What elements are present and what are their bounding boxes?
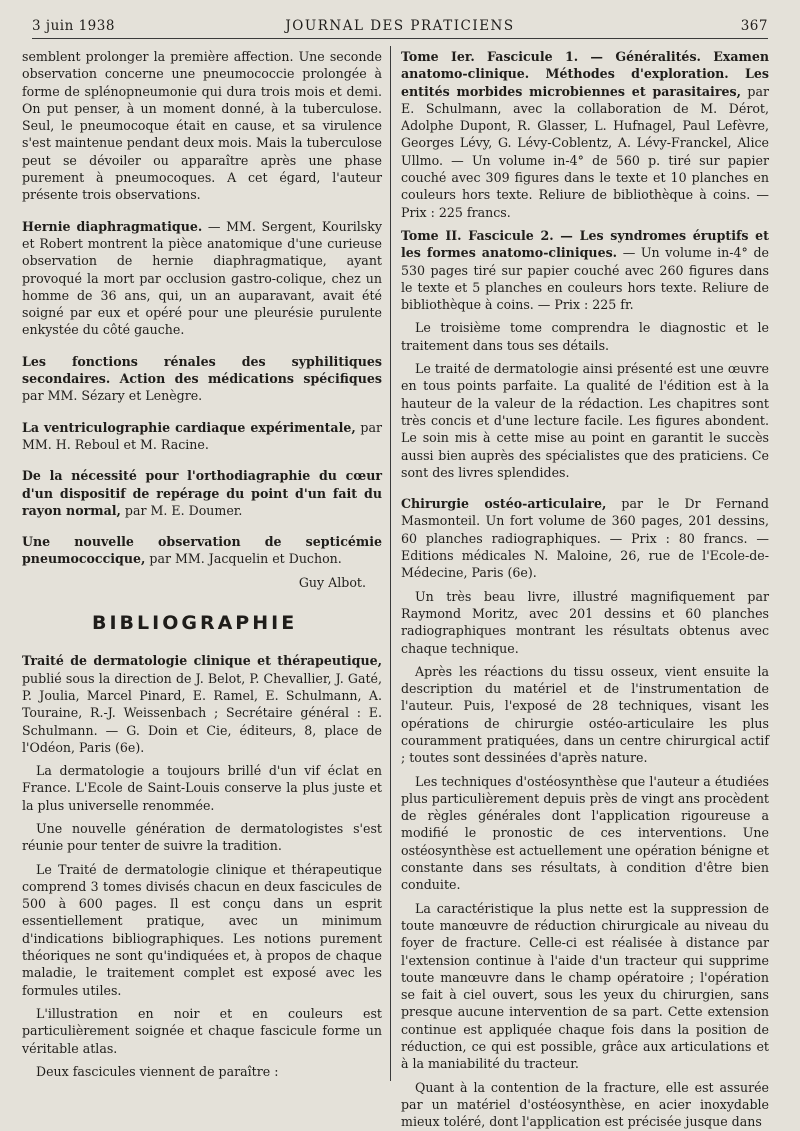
book-entry-traite [22,652,382,756]
paragraph: Deux fascicules viennent de paraître : [36,1063,279,1079]
paragraph: L'illustration en noir et en couleurs est particulièrement soignée et chaque fascicule forme un véritable atlas. [22,1005,382,1056]
running-header [32,14,768,39]
article-ventriculographie [22,419,382,454]
book-title: Tome Ier. Fascicule 1. — Généralités. Examen anatomo-clinique. Méthodes d'exploration. Les entités morbides microbiennes et parasitaires, [401,49,769,99]
article-hernie [22,218,382,339]
paragraph: Après les réactions du tissu osseux, vient ensuite la description du matériel et de l'instrumentation de l'auteur. Puis, l'exposé de 28 techniques, visant les opérations de chirurgie ostéo-articulaire les plus couramment pratiquées, dans un centre chirurgical actif ; toutes sont dessinées d'après nature. [401,663,769,766]
book-details: — Un volume in-4° de 530 pages tiré sur papier couché avec 260 figures dans le texte et 5 planches en couleurs hors texte. Reliure de bibliothèque à coins. — Prix : 225 fr. [401,245,769,313]
article-title: La ventriculographie cardiaque expérimentale, [22,419,356,435]
book-title: Traité de dermatologie clinique et thérapeutique, [22,653,382,669]
author-signature: Guy Albot. [298,574,366,590]
book-entry-tome2 [401,227,769,313]
left-column [22,48,382,1101]
page-number: 367 [740,18,768,34]
issue-date: 3 juin 1938 [32,18,115,34]
paragraph: semblent prolonger la première affection. Une seconde observation concerne une pneumococcie prolongée à forme de splénopneumonie qui dura trois mois et demi. On put penser, à un moment donné, à la tuberculose. Seul, le pneumocoque était en cause, et sa virulence s'est maintenue pendant deux mois. Mais la tuberculose peut se dévoiler ou apparaître après une phase purement à pneumocoques. A cet égard, l'auteur présente trois observations. [22,49,382,203]
book-entry-chirurgie [401,495,769,581]
article-text: — MM. Sergent, Kourilsky et Robert montrent la pièce anatomique d'une curieuse observation de hernie diaphragmatique, ayant provoqué la mort par occlusion gastro-colique, chez un homme de 36 ans, qui, un an auparavant, avait été soigné par eux et opéré pour une pleurésie purulente enkystée du côté gauche. [22,218,382,338]
paragraph: Une nouvelle génération de dermatologistes s'est réunie pour tenter de suivre la tradition. [22,820,382,854]
paragraph: Un très beau livre, illustré magnifiquement par Raymond Moritz, avec 201 dessins et 60 planches radiographiques montrant les résultats obtenus avec chaque technique. [401,588,769,656]
article-text: par MM. H. Reboul et M. Racine. [22,419,383,452]
paragraph: La dermatologie a toujours brillé d'un vif éclat en France. L'Ecole de Saint-Louis conserve la plus juste et la plus universelle renommée. [22,763,382,813]
article-septicemie [22,533,382,568]
book-entry-tome1 [401,48,769,221]
article-orthodiagraphie [22,467,382,519]
article-title: Les fonctions rénales des syphilitiques secondaires. Action des médications spécifiques [22,353,382,387]
paragraph: Quant à la contention de la fracture, elle est assurée par un matériel d'ostéosynthèse, en acier inoxydable mieux toléré, dont l'application est précisée jusque dans [401,1079,769,1130]
book-title: Chirurgie ostéo-articulaire, [401,496,607,512]
article-text: par M. E. Doumer. [120,502,243,518]
section-heading: BIBLIOGRAPHIE [92,612,298,635]
paragraph: Le traité de dermatologie ainsi présenté est une œuvre en tous points parfaite. La qualité de l'édition est à la hauteur de la valeur de la rédaction. Les chapitres sont très concis et d'une lecture facile. Les figures abondent. Le soin mis à cette mise au point en garantit le succès aussi bien auprès des spécialistes que des praticiens. Ce sont des livres splendides. [401,361,769,480]
journal-title: JOURNAL DES PRATICIENS [285,18,515,34]
paragraph: La caractéristique la plus nette est la suppression de toute manœuvre de réduction chirurgicale au niveau du foyer de fracture. Celle-ci est réalisée à distance par l'extension continue à l'aide d'un tracteur qui supprime toute manœuvre dans le champ opératoire ; l'opération se fait à ciel ouvert, sous les yeux du chirurgien, sans presque aucune intervention de sa part. Cette extension continue est appliquée chaque fois dans la position de réduction, ce qui est possible, grâce aux articulations et à la maniabilité du tracteur. [401,900,769,1072]
article-title: Une nouvelle observation de septicémie pneumococcique, [22,534,382,567]
paragraph: Les techniques d'ostéosynthèse que l'auteur a étudiées plus particulièrement depuis près de vingt ans procèdent de règles générales dont l'application rigoureuse a modifié le pronostic de ces interventions. Une ostéosynthèse est actuellement une opération bénigne et constante dans ses résultats, à condition d'être bien conduite. [401,773,769,893]
paragraph: Le troisième tome comprendra le diagnostic et le traitement dans tous ses détails. [401,320,769,353]
article-fonctions [22,353,382,405]
book-details: publié sous la direction de J. Belot, P. Chevallier, J. Gaté, P. Joulia, Marcel Pinard, E. Ramel, E. Schulmann, A. Touraine, R.-J. Weissenbach ; Secrétaire général : E. Schulmann. — G. Doin et Cie, éditeurs, 8, place de l'Odéon, Paris (6e). [22,670,382,755]
book-title: Tome II. Fascicule 2. — Les syndromes éruptifs et les formes anatomo-cliniques. [401,227,769,261]
column-divider [390,46,391,1081]
book-details: par le Dr Fernand Masmonteil. Un fort volume de 360 pages, 201 dessins, 60 planches radiographiques. — Prix : 80 francs. — Editions médicales N. Maloine, 26, rue de l'Ecole-de-Médecine, Paris (6e). [401,496,769,581]
article-text: par MM. Sézary et Lenègre. [22,388,203,404]
article-title: De la nécessité pour l'orthodiagraphie du cœur d'un dispositif de repérage du point d'un fait du rayon normal, [22,468,382,518]
article-title: Hernie diaphragmatique. [22,218,203,234]
book-details: par E. Schulmann, avec la collaboration de M. Dérot, Adolphe Dupont, R. Glasser, L. Hufnagel, Paul Lefèvre, Georges Lévy, G. Lévy-Coblentz, A. Lévy-Franckel, Alice Ullmo. — Un volume in-4° de 560 p. tiré sur papier couché avec 309 figures dans le texte et 10 planches en couleurs hors texte. Reliure de bibliothèque à coins. — Prix : 225 francs. [401,83,769,220]
paragraph: Le Traité de dermatologie clinique et thérapeutique comprend 3 tomes divisés chacun en deux fascicules de 500 à 600 pages. Il est conçu dans un esprit essentiellement pratique, avec un minimum d'indications bibliographiques. Les notions purement théoriques ne sont qu'indiquées et, à propos de chaque maladie, le traitement complet est exposé avec les formules utiles. [22,861,382,998]
article-text: par MM. Jacquelin et Duchon. [145,551,342,567]
right-column [401,48,769,1130]
